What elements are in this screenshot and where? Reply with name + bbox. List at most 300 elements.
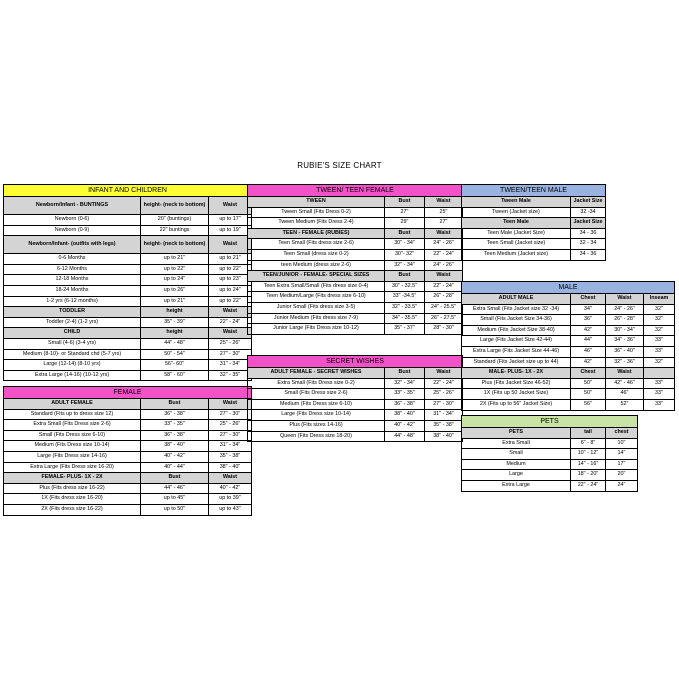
table-row — [4, 360, 252, 371]
table-cell: 35" - 39" — [141, 317, 209, 328]
table-cell: up to 24" — [141, 275, 209, 286]
header-row — [462, 197, 606, 208]
table-cell: 29" — [385, 218, 425, 229]
table-cell: 35" - 38" — [209, 451, 252, 462]
table-cell: Small (4-6) (3-4 yrs) — [4, 338, 141, 349]
table-cell: Large (Fits Dress size 14-16) — [4, 451, 141, 462]
table-cell: Extra Large — [462, 480, 571, 491]
header-row — [248, 368, 463, 379]
table-row — [248, 324, 463, 335]
table-cell: 27" - 30" — [209, 409, 252, 420]
table-cell: 58" - 60" — [141, 370, 209, 381]
table-cell: Teen Male (Jacket Size) — [462, 228, 571, 239]
column-header — [644, 368, 675, 379]
table-row — [4, 370, 252, 381]
table-cell: Queen (Fits Dress size 18-20) — [248, 431, 385, 442]
table-cell: 27" - 30" — [425, 399, 463, 410]
table-title: TWEEN/ TEEN FEMALE — [248, 185, 463, 197]
column-header: Teen Male — [462, 218, 571, 229]
column-header: FEMALE- PLUS- 1X - 2X — [4, 473, 141, 484]
column-header: Waist — [209, 399, 252, 410]
table-cell: 36" - 38" — [385, 399, 425, 410]
table-cell: 50" - 54" — [141, 349, 209, 360]
table-row — [248, 281, 463, 292]
table-cell: 34" - 35.5" — [385, 313, 425, 324]
table-row — [462, 438, 638, 449]
table-cell: up to 26" — [141, 285, 209, 296]
table-row — [248, 420, 463, 431]
table-cell: 31" - 34" — [209, 360, 252, 371]
table-cell: Tween (Jacket size) — [462, 207, 571, 218]
table-row — [4, 225, 252, 236]
table-row — [462, 480, 638, 491]
table-title: TWEEN/TEEN MALE — [462, 185, 606, 197]
table-cell: 18" - 20" — [571, 470, 606, 481]
table-cell: 22" - 24" — [571, 480, 606, 491]
column-header: Inseam — [644, 294, 675, 305]
table-row — [462, 304, 675, 315]
table-cell: 34" — [571, 304, 606, 315]
table-row — [4, 317, 252, 328]
column-header: Bust — [385, 197, 425, 208]
table-cell: 33" -34.5" — [385, 292, 425, 303]
header-row — [248, 271, 463, 282]
table-cell: 56"- 60" — [141, 360, 209, 371]
table-row — [4, 483, 252, 494]
table-cell: 10" - 12" — [571, 449, 606, 460]
table-cell: 24" - 26" — [606, 304, 644, 315]
table-cell: 33" — [644, 378, 675, 389]
table-cell: 50" — [571, 378, 606, 389]
table-cell: 32" — [644, 304, 675, 315]
column-header: Waist — [209, 473, 252, 484]
table-cell: 2X (Fits up to 56" Jacket Size) — [462, 399, 571, 410]
table-cell: 32" — [644, 325, 675, 336]
column-header: Waist — [425, 228, 463, 239]
table-cell: Extra Small — [462, 438, 571, 449]
table-cell: Junior Large (Fits Dress size 10-12) — [248, 324, 385, 335]
table-cell: Teen Small (dress size 0-2) — [248, 249, 385, 260]
table-cell: 42" — [571, 357, 606, 368]
table-cell: 2X (Fits dress size 16-22) — [4, 504, 141, 515]
table-cell: 20" — [606, 470, 638, 481]
column-header: TEEN - FEMALE (RUBIES) — [248, 228, 385, 239]
table-row — [462, 378, 675, 389]
table-row — [4, 349, 252, 360]
table-cell: 44" - 48" — [141, 338, 209, 349]
table-cell: up to 19" — [209, 225, 252, 236]
table-cell: 30" - 32.5" — [385, 281, 425, 292]
column-header: ADULT FEMALE - SECRET WISHES — [248, 368, 385, 379]
table-cell: 27" — [425, 218, 463, 229]
table-row — [462, 389, 675, 400]
table-cell: up to 17" — [209, 215, 252, 226]
table-cell: 22" - 24" — [425, 378, 463, 389]
table-row — [462, 239, 606, 250]
table-cell: 34 - 36 — [571, 228, 606, 239]
secret-wishes-table — [247, 355, 463, 442]
table-cell: 38" - 40" — [141, 441, 209, 452]
table-cell: Tween Small (Fits Dress 0-2) — [248, 207, 385, 218]
table-cell: 38" - 40" — [385, 410, 425, 421]
table-cell: Teen Small (Jacket size) — [462, 239, 571, 250]
pets-table — [461, 415, 638, 492]
table-cell: 26" - 27.5" — [425, 313, 463, 324]
table-row — [462, 325, 675, 336]
table-cell: 24" — [606, 480, 638, 491]
column-header: Newborn/Infant - BUNTINGS — [4, 197, 141, 215]
table-cell: 32" - 36" — [606, 357, 644, 368]
table-row — [248, 431, 463, 442]
table-cell: 35" - 37" — [385, 324, 425, 335]
column-header: Waist — [209, 197, 252, 215]
table-cell: 24" - 26" — [425, 260, 463, 271]
table-cell: 36" - 38" — [141, 409, 209, 420]
table-cell: 22" - 24" — [425, 249, 463, 260]
table-cell: 1X (Fits dress size 16-20) — [4, 494, 141, 505]
column-header: chest — [606, 428, 638, 439]
table-cell: 10" — [606, 438, 638, 449]
table-title: FEMALE — [4, 387, 252, 399]
table-cell: teen Medium (dress size 2-6) — [248, 260, 385, 271]
table-cell: 36" — [571, 315, 606, 326]
column-header: Waist — [425, 368, 463, 379]
table-cell: 38" - 40" — [209, 462, 252, 473]
table-cell: Extra Large (14-16) (10-12 yrs) — [4, 370, 141, 381]
table-cell: Newborn (0-9) — [4, 225, 141, 236]
table-row — [462, 459, 638, 470]
table-row — [248, 292, 463, 303]
table-row — [248, 249, 463, 260]
table-cell: up to 50" — [141, 504, 209, 515]
table-cell: 27" - 30" — [209, 349, 252, 360]
column-header: Bust — [385, 271, 425, 282]
table-row — [248, 389, 463, 400]
column-header: tail — [571, 428, 606, 439]
table-row — [462, 470, 638, 481]
table-cell: Large — [462, 470, 571, 481]
table-cell: up to 22" — [209, 264, 252, 275]
table-cell: Teen Medium/Large (Fits dress size 6-10) — [248, 292, 385, 303]
column-header: height — [141, 307, 209, 318]
table-cell: Extra Small (Fits Dress size 0-2) — [248, 378, 385, 389]
table-cell: 50" — [571, 389, 606, 400]
table-cell: Plus (Fits sizes 14-16) — [248, 420, 385, 431]
column-header: Bust — [141, 399, 209, 410]
table-cell: 22" - 24" — [425, 281, 463, 292]
header-row — [462, 368, 675, 379]
table-cell: 30"- 32" — [385, 249, 425, 260]
table-row — [4, 254, 252, 265]
table-cell: up to 39" — [209, 494, 252, 505]
table-row — [248, 218, 463, 229]
table-cell: 38" - 40" — [425, 431, 463, 442]
column-header: Newborn/Infant- (outfits with legs) — [4, 236, 141, 254]
column-header: PETS — [462, 428, 571, 439]
table-row — [4, 285, 252, 296]
table-row — [248, 260, 463, 271]
table-row — [4, 441, 252, 452]
table-cell: Small (Fits Dress size 6-10) — [4, 430, 141, 441]
header-row — [4, 473, 252, 484]
column-header: Bust — [141, 473, 209, 484]
table-cell: 44" — [571, 336, 606, 347]
table-cell: 6-12 Months — [4, 264, 141, 275]
table-row — [4, 462, 252, 473]
column-header: Tween Male — [462, 197, 571, 208]
column-header: ADULT FEMALE — [4, 399, 141, 410]
table-cell: Toddler (2-4) (1-2 yrs) — [4, 317, 141, 328]
table-cell: Plus (Fits dress size 16-22) — [4, 483, 141, 494]
table-cell: 35" - 38" — [425, 420, 463, 431]
column-header: Waist — [209, 328, 252, 339]
column-header: Waist — [606, 368, 644, 379]
table-cell: 34" - 36" — [606, 336, 644, 347]
table-cell: 33" — [644, 336, 675, 347]
table-cell: Teen Extra Small/Small (Fits dress size 0-4) — [248, 281, 385, 292]
table-cell: 27" — [385, 207, 425, 218]
table-cell: 31" - 34" — [209, 441, 252, 452]
table-cell: Extra Small (Fits Dress size 2-6) — [4, 420, 141, 431]
table-cell: 25" - 26" — [425, 389, 463, 400]
table-cell: Junior Small (Fits dress size 3-5) — [248, 302, 385, 313]
table-title: PETS — [462, 416, 638, 428]
column-header: height- (neck to bottom) — [141, 197, 209, 215]
table-row — [462, 399, 675, 410]
table-cell: Standard (Fits Jacket size up to 44) — [462, 357, 571, 368]
table-cell: 33" — [644, 346, 675, 357]
column-header: TWEEN — [248, 197, 385, 208]
table-cell: 22" - 24" — [209, 317, 252, 328]
table-cell: 40" - 42" — [209, 483, 252, 494]
table-cell: 27" - 30" — [209, 430, 252, 441]
table-cell: 30" - 34" — [606, 325, 644, 336]
table-cell: Extra Large (Fits Jacket Size 44-46) — [462, 346, 571, 357]
table-cell: up to 43" — [209, 504, 252, 515]
table-cell: 44" - 48" — [385, 431, 425, 442]
table-cell: 46" — [606, 389, 644, 400]
table-cell: 28" - 30" — [425, 324, 463, 335]
page-title: RUBIE'S SIZE CHART — [297, 161, 382, 170]
table-cell: 31" - 34" — [425, 410, 463, 421]
table-cell: up to 45" — [141, 494, 209, 505]
table-cell: Small (Fits Dress size 2-6) — [248, 389, 385, 400]
table-row — [4, 296, 252, 307]
column-header: height — [141, 328, 209, 339]
table-row — [4, 430, 252, 441]
header-row — [4, 328, 252, 339]
table-cell: 32 -34 — [571, 207, 606, 218]
table-row — [248, 410, 463, 421]
table-cell: 22" buntings — [141, 225, 209, 236]
table-cell: 26" - 28" — [425, 292, 463, 303]
table-row — [4, 215, 252, 226]
header-row — [248, 197, 463, 208]
table-row — [462, 357, 675, 368]
header-row — [462, 428, 638, 439]
table-cell: Medium (Fits Dress size 6-10) — [248, 399, 385, 410]
header-row — [462, 218, 606, 229]
table-cell: 32" - 34" — [385, 378, 425, 389]
female-table — [3, 386, 252, 516]
column-header: Chest — [571, 368, 606, 379]
table-row — [248, 239, 463, 250]
table-row — [4, 338, 252, 349]
table-cell: Small — [462, 449, 571, 460]
table-cell: 24" - 26" — [425, 239, 463, 250]
table-cell: 56" — [571, 399, 606, 410]
infant-and-children-table — [3, 184, 252, 381]
table-row — [462, 249, 606, 260]
table-cell: Medium (Fits Dress size 10-14) — [4, 441, 141, 452]
column-header: ADULT MALE — [462, 294, 571, 305]
tween-teen-male-table — [461, 184, 606, 261]
table-cell: 24" - 25.5" — [425, 302, 463, 313]
header-row — [4, 399, 252, 410]
table-cell: 14" - 16" — [571, 459, 606, 470]
column-header: Bust — [385, 368, 425, 379]
table-cell: up to 22" — [141, 264, 209, 275]
table-cell: 40" - 42" — [141, 451, 209, 462]
table-title: SECRET WISHES — [248, 356, 463, 368]
table-cell: 14" — [606, 449, 638, 460]
table-title: INFANT AND CHILDREN — [4, 185, 252, 197]
column-header: Waist — [606, 294, 644, 305]
column-header: Chest — [571, 294, 606, 305]
column-header: height- (neck to bottom) — [141, 236, 209, 254]
table-cell: 25" - 26" — [209, 420, 252, 431]
header-row — [4, 307, 252, 318]
column-header: Jacket Size — [571, 218, 606, 229]
table-cell: 33" - 35" — [385, 389, 425, 400]
table-cell: Medium (Fits Jacket Size 38-40) — [462, 325, 571, 336]
column-header: TEEN/JUNIOR - FEMALE- SPECIAL SIZES — [248, 271, 385, 282]
table-cell: Extra Large (Fits Dress size 16-20) — [4, 462, 141, 473]
table-cell: 17" — [606, 459, 638, 470]
table-cell: 32" - 33.5" — [385, 302, 425, 313]
table-cell: up to 22" — [209, 296, 252, 307]
table-cell: 36" - 38" — [141, 430, 209, 441]
table-cell: 46" — [571, 346, 606, 357]
table-cell: up to 21" — [209, 254, 252, 265]
table-cell: 32" - 35" — [209, 370, 252, 381]
table-cell: Large (Fits Jacket Size 42-44) — [462, 336, 571, 347]
table-row — [248, 302, 463, 313]
table-cell: Large (12-14) (8-10 yrs) — [4, 360, 141, 371]
table-cell: up to 23" — [209, 275, 252, 286]
table-cell: 34 - 36 — [571, 249, 606, 260]
table-cell: 25" — [425, 207, 463, 218]
column-header: CHILD — [4, 328, 141, 339]
tween-teen-female-table — [247, 184, 463, 335]
table-cell: Teen Small (Fits dress size 2-6) — [248, 239, 385, 250]
column-header: Waist — [425, 197, 463, 208]
table-row — [248, 313, 463, 324]
table-row — [4, 451, 252, 462]
table-cell: Extra Small (Fits Jacket size 32 -34) — [462, 304, 571, 315]
table-cell: 33" — [644, 389, 675, 400]
table-cell: Large (Fits Dress size 10-14) — [248, 410, 385, 421]
table-cell: 32" — [644, 357, 675, 368]
table-cell: 18-24 Months — [4, 285, 141, 296]
column-header: TODDLER — [4, 307, 141, 318]
table-row — [4, 494, 252, 505]
table-cell: 6" - 8" — [571, 438, 606, 449]
table-cell: Teen Medium (Jacket size) — [462, 249, 571, 260]
table-cell: Standard (Fits up to dress size 12) — [4, 409, 141, 420]
table-row — [462, 315, 675, 326]
header-row — [4, 236, 252, 254]
table-cell: 33" - 35" — [141, 420, 209, 431]
table-cell: up to 21" — [141, 254, 209, 265]
table-cell: 36" - 40" — [606, 346, 644, 357]
table-cell: 30" - 34" — [385, 239, 425, 250]
table-cell: 1-2 yrs (6-12 months) — [4, 296, 141, 307]
table-cell: 1X (Fits up 50 Jacket Size) — [462, 389, 571, 400]
table-row — [462, 449, 638, 460]
table-cell: 25" - 26" — [209, 338, 252, 349]
table-cell: 33" — [644, 399, 675, 410]
table-row — [248, 378, 463, 389]
table-cell: 32 - 34 — [571, 239, 606, 250]
column-header: Waist — [209, 236, 252, 254]
header-row — [4, 197, 252, 215]
table-cell: 32" — [644, 315, 675, 326]
male-table — [461, 281, 675, 411]
table-cell: 26" - 28" — [606, 315, 644, 326]
table-row — [4, 420, 252, 431]
table-cell: up to 24" — [209, 285, 252, 296]
column-header: Bust — [385, 228, 425, 239]
table-row — [4, 264, 252, 275]
column-header: Waist — [209, 307, 252, 318]
table-row — [462, 207, 606, 218]
table-cell: 42" — [571, 325, 606, 336]
table-cell: Medium — [462, 459, 571, 470]
table-row — [462, 336, 675, 347]
column-header: Waist — [425, 271, 463, 282]
table-row — [462, 346, 675, 357]
table-row — [462, 228, 606, 239]
table-cell: 0-6 Months — [4, 254, 141, 265]
table-cell: 20" (buntings) — [141, 215, 209, 226]
table-cell: Junior Medium (Fits dress size 7-9) — [248, 313, 385, 324]
table-cell: Plus (Fits Jacket Size 46-52) — [462, 378, 571, 389]
table-row — [4, 409, 252, 420]
table-title: MALE — [462, 282, 675, 294]
table-cell: 12-18 Months — [4, 275, 141, 286]
table-row — [248, 207, 463, 218]
table-cell: 40" - 42" — [385, 420, 425, 431]
column-header: Jacket Size — [571, 197, 606, 208]
table-cell: Medium (8-10)- or Standard chd (5-7 yrs) — [4, 349, 141, 360]
table-cell: 52" — [606, 399, 644, 410]
table-cell: 42" - 46" — [606, 378, 644, 389]
table-row — [4, 275, 252, 286]
table-cell: 32" - 34" — [385, 260, 425, 271]
table-cell: Tween Medium (Fits Dress 2-4) — [248, 218, 385, 229]
table-cell: Newborn (0-6) — [4, 215, 141, 226]
table-cell: up to 21" — [141, 296, 209, 307]
table-cell: 40" - 44" — [141, 462, 209, 473]
header-row — [462, 294, 675, 305]
table-cell: Small (Fits Jacket Size 34-36) — [462, 315, 571, 326]
table-row — [248, 399, 463, 410]
column-header: MALE- PLUS- 1X - 2X — [462, 368, 571, 379]
header-row — [248, 228, 463, 239]
table-cell: 44" - 46" — [141, 483, 209, 494]
table-row — [4, 504, 252, 515]
